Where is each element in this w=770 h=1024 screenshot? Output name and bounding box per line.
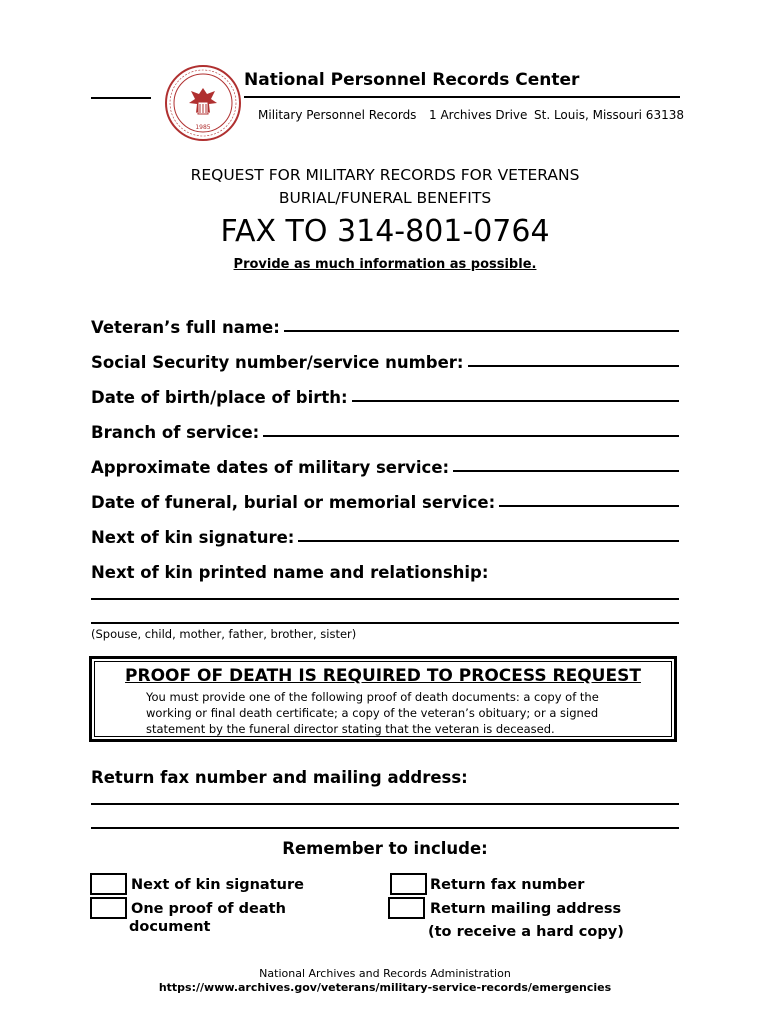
seal-year: 1985 xyxy=(195,124,211,131)
funeral-date-line[interactable] xyxy=(499,504,679,507)
proof-title: PROOF OF DEATH IS REQUIRED TO PROCESS REQUEST xyxy=(125,666,641,686)
nara-seal-icon xyxy=(164,64,242,142)
dob-line[interactable] xyxy=(352,399,679,402)
footer-agency: National Archives and Records Administration xyxy=(259,967,511,980)
header-rule xyxy=(244,96,680,98)
service-dates-field[interactable] xyxy=(91,453,679,477)
org-title: National Personnel Records Center xyxy=(244,70,580,90)
check-hard-copy-note: (to receive a hard copy) xyxy=(428,924,624,940)
nok-signature-field[interactable] xyxy=(91,523,679,547)
checkbox-return-fax[interactable] xyxy=(390,873,427,895)
check-return-fax-label: Return fax number xyxy=(430,877,585,893)
nok-printed-line1[interactable] xyxy=(91,598,679,600)
service-dates-label: Approximate dates of military service: xyxy=(91,458,450,477)
return-line1[interactable] xyxy=(91,803,679,805)
ssn-field[interactable] xyxy=(91,348,679,372)
ssn-label: Social Security number/service number: xyxy=(91,353,464,372)
service-dates-line[interactable] xyxy=(453,469,679,472)
branch-line[interactable] xyxy=(263,434,679,437)
branch-field[interactable] xyxy=(91,418,679,442)
full-name-line[interactable] xyxy=(284,329,679,332)
dob-field[interactable] xyxy=(91,383,679,407)
instructions: Provide as much information as possible. xyxy=(233,257,537,272)
remember-title: Remember to include: xyxy=(282,839,488,858)
checkbox-proof-of-death[interactable] xyxy=(90,897,127,919)
funeral-date-field[interactable] xyxy=(91,488,679,512)
full-name-field[interactable] xyxy=(91,313,679,337)
nok-printed-line2[interactable] xyxy=(91,622,679,624)
proof-text: You must provide one of the following proof of death documents: a copy of the working or final death certificate; a copy of the veteran’s obituary; or a signed statement by the funeral director stating that the veteran is deceased. xyxy=(146,690,599,736)
nok-printed-label: Next of kin printed name and relationship: xyxy=(91,563,489,582)
full-name-label: Veteran’s full name: xyxy=(91,318,280,337)
form-title-line2: BURIAL/FUNERAL BENEFITS xyxy=(278,189,492,207)
check-proof-label-line2: document xyxy=(129,919,211,935)
nok-signature-label: Next of kin signature: xyxy=(91,528,295,547)
return-label xyxy=(91,763,679,787)
return-label-text: Return fax number and mailing address: xyxy=(91,768,468,787)
check-proof-label-line1: One proof of death xyxy=(131,901,286,917)
nok-signature-line[interactable] xyxy=(298,539,679,542)
check-return-address-label: Return mailing address xyxy=(430,901,622,917)
header-sub-left: Military Personnel Records xyxy=(258,108,417,122)
header-left-rule xyxy=(91,97,151,99)
dob-label: Date of birth/place of birth: xyxy=(91,388,348,407)
checkbox-return-address[interactable] xyxy=(388,897,425,919)
form-title-line1: REQUEST FOR MILITARY RECORDS FOR VETERANS xyxy=(190,166,580,184)
fax-number: FAX TO 314-801-0764 xyxy=(220,214,550,249)
funeral-date-label: Date of funeral, burial or memorial service: xyxy=(91,493,496,512)
proof-of-death-box xyxy=(89,656,677,742)
footer-url[interactable]: https://www.archives.gov/veterans/military-service-records/emergencies xyxy=(158,981,612,994)
header-sub-right: St. Louis, Missouri 63138 xyxy=(534,108,684,122)
branch-label: Branch of service: xyxy=(91,423,260,442)
return-line2[interactable] xyxy=(91,827,679,829)
ssn-line[interactable] xyxy=(468,364,679,367)
check-nok-signature-label: Next of kin signature xyxy=(131,877,304,893)
relationship-hint: (Spouse, child, mother, father, brother, sister) xyxy=(91,627,357,641)
checkbox-nok-signature[interactable] xyxy=(90,873,127,895)
header-sub-mid: 1 Archives Drive xyxy=(429,108,528,122)
nok-printed-field xyxy=(91,558,679,582)
